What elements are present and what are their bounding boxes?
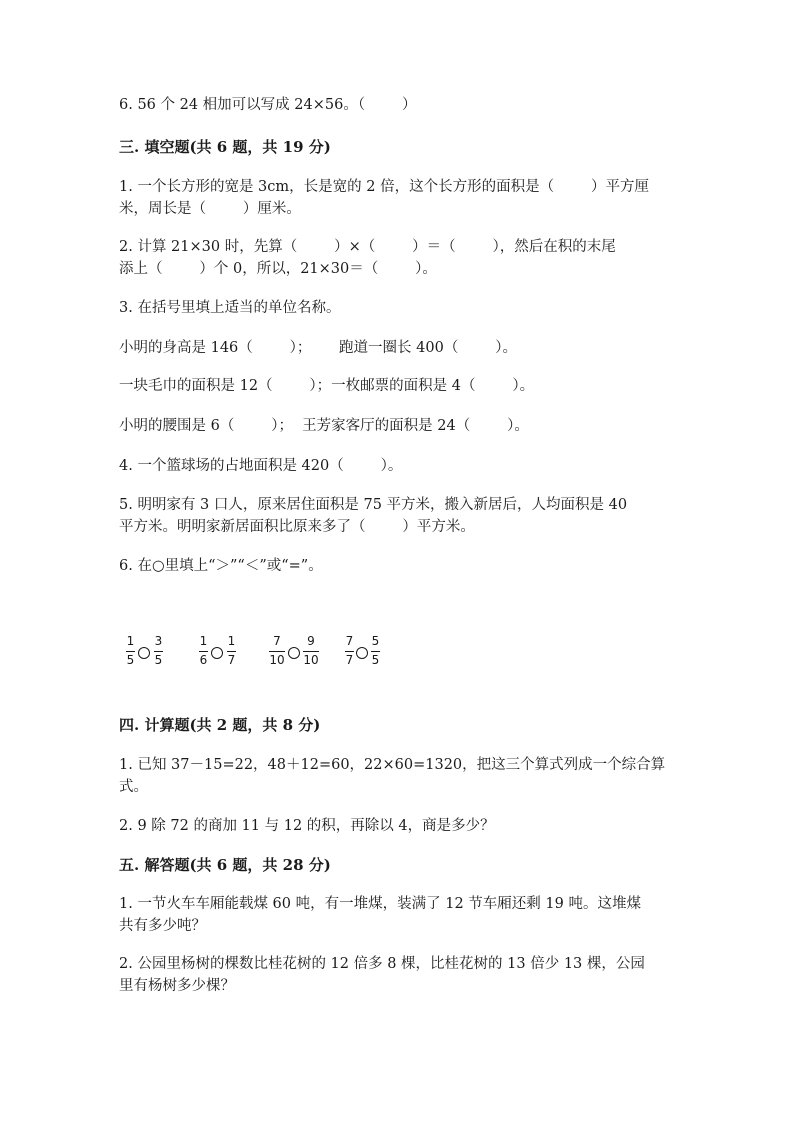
fraction: 7 7	[345, 634, 354, 667]
question-word-2-line-2: 里有杨树多少棵？	[119, 978, 235, 994]
fraction: 3 5	[154, 634, 163, 667]
question-fill-6: 6. 在○里填上“＞”“＜”或“=”。	[119, 558, 323, 574]
question-true-false-6: 6. 56 个 24 相加可以写成 24×56。（ ）	[119, 97, 417, 113]
fraction: 9 10	[303, 634, 319, 667]
question-fill-5-line-2: 平方米。明明家新居面积比原来多了（ ）平方米。	[119, 519, 475, 535]
fraction: 1 7	[227, 634, 236, 667]
fraction: 1 5	[126, 634, 135, 667]
question-calc-2: 2. 9 除 72 的商加 11 与 12 的积，再除以 4，商是多少？	[119, 818, 495, 834]
compare-circle-blank[interactable]	[356, 647, 368, 659]
question-fill-2-line-2: 添上（ ）个 0，所以，21×30＝（ ）。	[119, 261, 437, 277]
section-heading-calculation: 四. 计算题(共 2 题，共 8 分)	[119, 716, 321, 734]
question-word-1-line-2: 共有多少吨？	[119, 918, 206, 934]
question-fill-3: 3. 在括号里填上适当的单位名称。	[119, 300, 341, 316]
question-fill-3-row-1: 小明的身高是 146（ ）； 跑道一圈长 400（ ）。	[119, 340, 517, 356]
fraction: 5 5	[371, 634, 380, 667]
fraction: 7 10	[269, 634, 285, 667]
question-calc-1-line-1: 1. 已知 37－15=22，48＋12=60，22×60=1320，把这三个算式列成一个综合算	[119, 757, 666, 773]
compare-circle-blank[interactable]	[288, 647, 300, 659]
question-calc-1-line-2: 式。	[119, 779, 148, 795]
question-fill-1-line-2: 米，周长是（ ）厘米。	[119, 201, 301, 217]
question-fill-2-line-1: 2. 计算 21×30 时，先算（ ）×（ ）＝（ ），然后在积的末尾	[119, 239, 616, 255]
question-word-1-line-1: 1. 一节火车车厢能载煤 60 吨，有一堆煤，装满了 12 节车厢还剩 19 吨。这堆煤	[119, 896, 641, 912]
compare-circle-blank[interactable]	[138, 647, 150, 659]
question-fill-1-line-1: 1. 一个长方形的宽是 3cm，长是宽的 2 倍，这个长方形的面积是（ ）平方厘	[119, 179, 649, 195]
question-fill-4: 4. 一个篮球场的占地面积是 420（ ）。	[119, 458, 403, 474]
section-heading-fill-in: 三. 填空题(共 6 题，共 19 分)	[119, 138, 331, 156]
question-word-2-line-1: 2. 公园里杨树的棵数比桂花树的 12 倍多 8 棵，比桂花树的 13 倍少 13 棵，公园	[119, 956, 645, 972]
section-heading-word-problems: 五. 解答题(共 6 题，共 28 分)	[119, 856, 331, 874]
fraction: 1 6	[199, 634, 208, 667]
compare-circle-blank[interactable]	[211, 647, 223, 659]
question-fill-3-row-2: 一块毛巾的面积是 12（ ）；一枚邮票的面积是 4（ ）。	[119, 378, 535, 394]
question-fill-5-line-1: 5. 明明家有 3 口人，原来居住面积是 75 平方米，搬入新居后，人均面积是 40	[119, 497, 628, 513]
question-fill-3-row-3: 小明的腰围是 6（ ）； 王芳家客厅的面积是 24（ ）。	[119, 418, 529, 434]
